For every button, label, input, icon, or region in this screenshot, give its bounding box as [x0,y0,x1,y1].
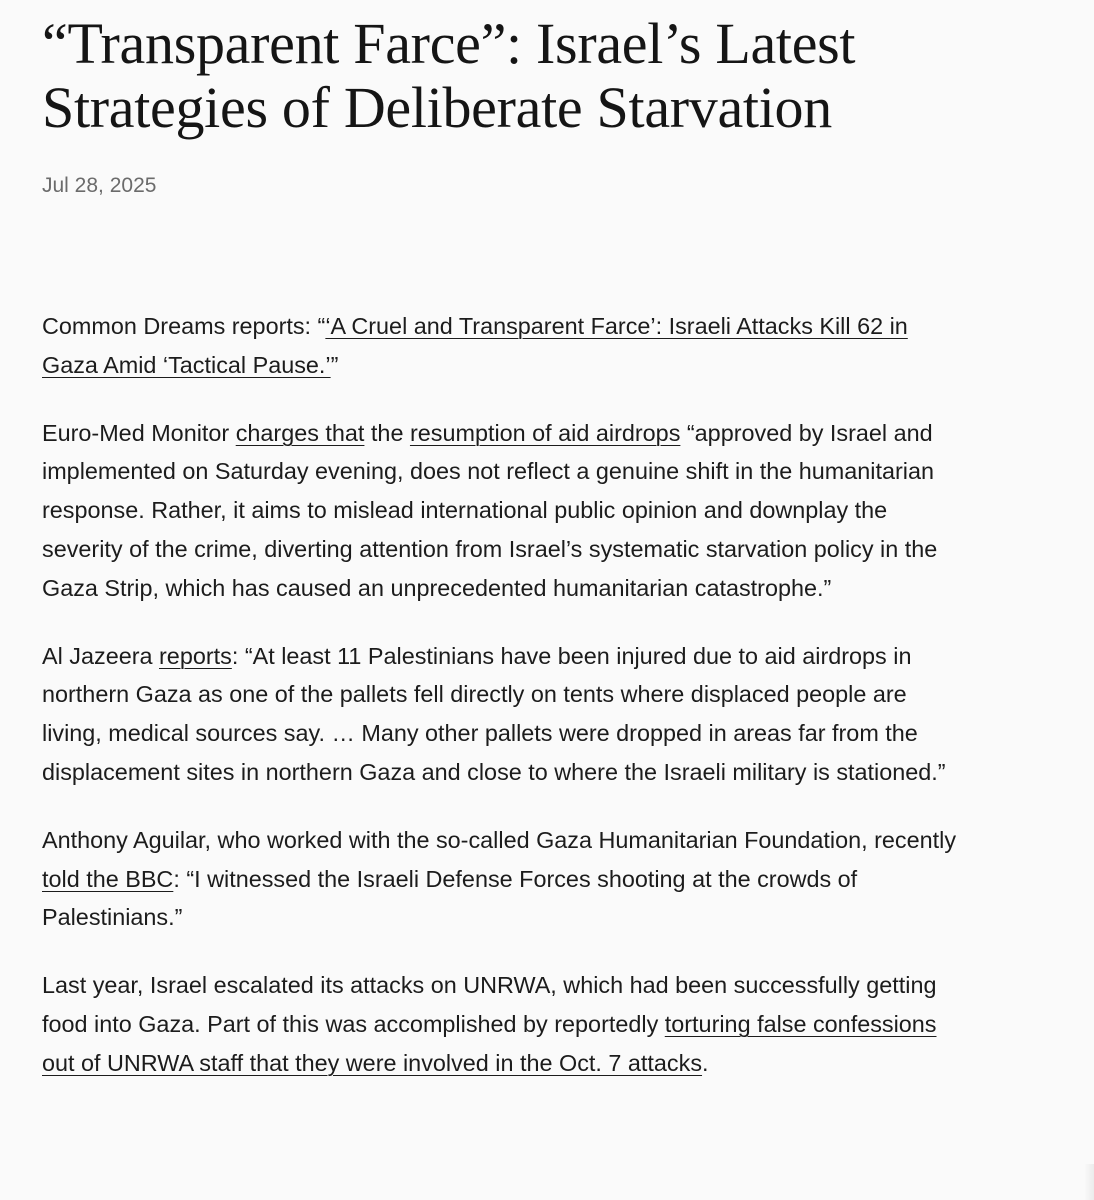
text: “approved by Israel and implemented on Saturday evening, does not reflect a genuine shift in the humanitarian response. Rather, it aims to mislead international public opinion and downplay the severity of the crime, diverting attention from Israel’s systematic starvation policy in the Gaza Strip, which has caused an unprecedented humanitarian catastrophe.” [42,419,938,601]
paragraph-unrwa [42,966,962,1082]
text: Anthony Aguilar, who worked with the so-called Gaza Humanitarian Foundation, recently [42,826,957,853]
article-body [42,307,962,1083]
text: : “I witnessed the Israeli Defense Forces shooting at the crowds of Palestinians.” [42,865,858,931]
text: . [702,1049,709,1076]
link-charges-that[interactable]: charges that [235,419,365,446]
text: ” [330,351,339,378]
text: : “At least 11 Palestinians have been injured due to aid airdrops in northern Gaza as one of the pallets fell directly on tents where displaced people are living, medical sources say. … Many other pallets were dropped in areas far from the displacement sites in northern Gaza and close to where the Israeli military is stationed.” [42,642,946,785]
link-cruel-transparent-farce[interactable]: ‘A Cruel and Transparent Farce’: Israeli Attacks Kill 62 in Gaza Amid ‘Tactical Pause.’ [42,313,908,378]
link-reports[interactable]: reports [159,642,232,669]
paragraph-euro-med [42,414,962,608]
publish-date: Jul 28, 2025 [42,174,157,197]
text: Last year, Israel escalated its attacks on UNRWA, which had been successfully getting food into Gaza. Part of this was accomplished by reportedly [42,972,937,1037]
scroll-edge [1084,1164,1094,1200]
article-title: “Transparent Farce”: Israel’s Latest Strategies of Deliberate Starvation [42,11,856,140]
link-torturing-false-confessions[interactable]: torturing false confessions out of UNRWA staff that they were involved in the Oct. 7 attacks [42,1010,937,1076]
text: the [364,419,410,446]
text: Common Dreams reports: “ [42,313,326,339]
text: Euro-Med Monitor [42,419,236,446]
text: Al Jazeera [42,642,160,669]
paragraph-al-jazeera [42,637,962,792]
paragraph-common-dreams [42,307,962,385]
paragraph-anthony-aguilar [42,821,962,937]
link-resumption-of-aid-airdrops[interactable]: resumption of aid airdrops [409,419,681,446]
link-told-the-bbc[interactable]: told the BBC [42,865,174,892]
